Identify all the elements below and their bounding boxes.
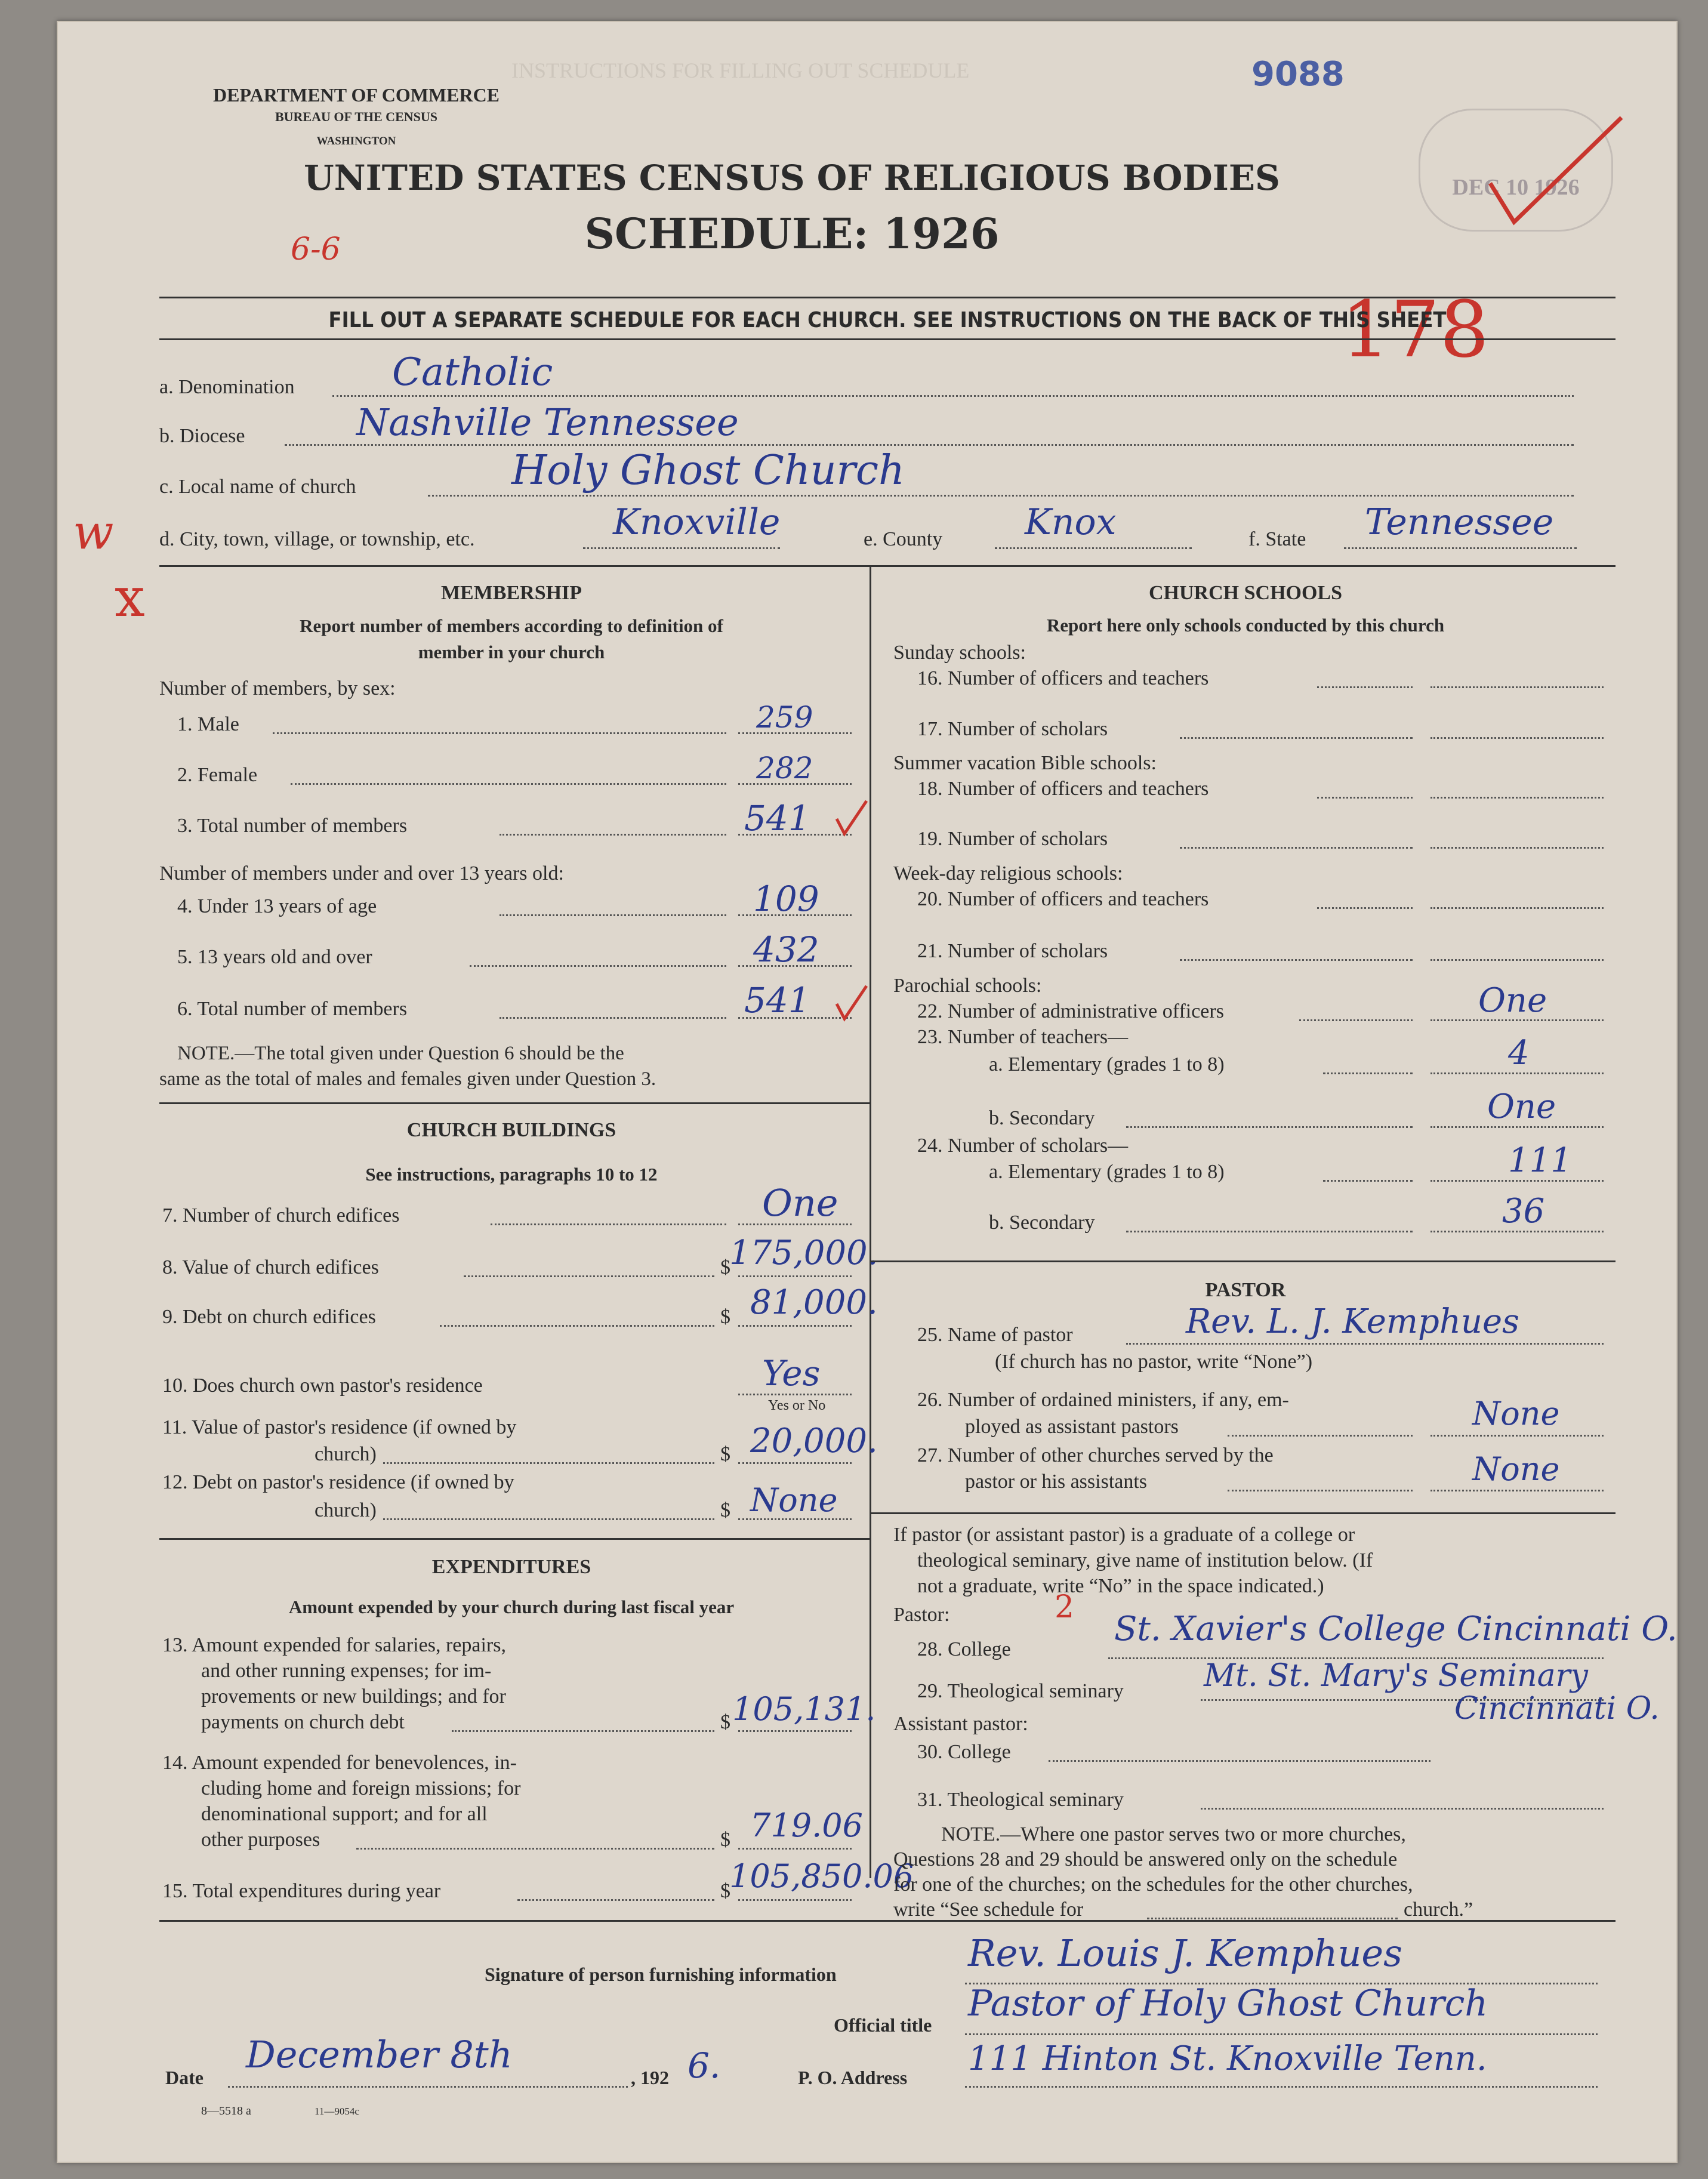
- q31-line[interactable]: [1201, 1808, 1604, 1810]
- q28-value[interactable]: St. Xavier's College Cincinnati O.: [1114, 1610, 1678, 1648]
- schools-heading: CHURCH SCHOOLS: [1149, 582, 1342, 604]
- q5-value[interactable]: 432: [753, 929, 819, 970]
- q9-leader: [440, 1325, 714, 1327]
- q27-value[interactable]: None: [1472, 1450, 1560, 1488]
- q19-line[interactable]: [1430, 847, 1604, 849]
- bureau-city: WASHINGTON: [316, 135, 396, 147]
- form-number-2: 11—9054c: [315, 2106, 359, 2117]
- members-by-sex-label: Number of members, by sex:: [159, 677, 396, 699]
- local-name-line: [428, 495, 1574, 497]
- red-x-annotation: x: [115, 566, 145, 629]
- q13-leader: [452, 1730, 714, 1732]
- red-number-annotation: 178: [1341, 284, 1490, 375]
- pastor-note-blank: [1147, 1918, 1398, 1919]
- stamped-number: 9088: [1251, 55, 1345, 94]
- diocese-line: [285, 444, 1574, 446]
- q14-line-c: denominational support; and for all: [201, 1803, 488, 1825]
- q21-leader: [1180, 959, 1413, 961]
- q30-line[interactable]: [1049, 1760, 1430, 1762]
- q11-label-a: 11. Value of pastor's residence (if owned by: [162, 1416, 517, 1438]
- q29-value-continued[interactable]: Cincinnati O.: [1454, 1691, 1660, 1727]
- year-value[interactable]: 6.: [687, 2045, 721, 2086]
- q24a-leader: [1323, 1180, 1413, 1182]
- q12-label-a: 12. Debt on pastor's residence (if owned by: [162, 1471, 514, 1493]
- q13-dollar: $: [720, 1711, 730, 1733]
- q2-value[interactable]: 282: [756, 751, 813, 785]
- q23a-label: a. Elementary (grades 1 to 8): [989, 1053, 1225, 1075]
- po-address-label: P. O. Address: [798, 2067, 908, 2088]
- city-label: d. City, town, village, or township, etc.: [159, 528, 475, 550]
- q13-line-c: provements or new buildings; and for: [201, 1685, 506, 1708]
- membership-heading: MEMBERSHIP: [440, 582, 582, 604]
- assistant-pastor-subheading: Assistant pastor:: [893, 1713, 1028, 1735]
- q2-label: 2. Female: [177, 764, 258, 786]
- q28-label: 28. College: [917, 1638, 1011, 1660]
- pastor-note-1: NOTE.—Where one pastor serves two or more churches,: [941, 1823, 1406, 1845]
- q18-label: 18. Number of officers and teachers: [917, 778, 1209, 800]
- q23a-line: [1430, 1072, 1604, 1074]
- section-rule: [159, 565, 1615, 567]
- schools-bottom-rule: [870, 1260, 1615, 1262]
- q15-leader: [517, 1899, 714, 1901]
- q15-label: 15. Total expenditures during year: [162, 1880, 441, 1902]
- q14-value[interactable]: 719.06: [750, 1807, 863, 1844]
- q24b-value[interactable]: 36: [1502, 1192, 1545, 1231]
- q1-leader: [273, 732, 726, 734]
- pastor-mid-rule: [870, 1512, 1615, 1514]
- q24-label: 24. Number of scholars—: [917, 1135, 1129, 1157]
- q9-line: [738, 1325, 852, 1327]
- q4-label: 4. Under 13 years of age: [177, 895, 377, 917]
- graduate-instruction-1: If pastor (or assistant pastor) is a graduate of a college or: [893, 1524, 1355, 1546]
- red-pastor-annotation: 2: [1055, 1589, 1075, 1625]
- form-title: UNITED STATES CENSUS OF RELIGIOUS BODIES: [304, 158, 1280, 198]
- q23b-value[interactable]: One: [1487, 1087, 1556, 1126]
- q8-dollar: $: [720, 1256, 730, 1278]
- bleed-through-heading: INSTRUCTIONS FOR FILLING OUT SCHEDULE: [511, 58, 970, 82]
- denomination-label: a. Denomination: [159, 376, 295, 398]
- q15-value[interactable]: 105,850.06: [729, 1857, 914, 1895]
- q10-line: [738, 1394, 852, 1395]
- q24b-label: b. Secondary: [989, 1212, 1095, 1234]
- weekday-schools-label: Week-day religious schools:: [893, 862, 1123, 884]
- q26-value[interactable]: None: [1472, 1395, 1560, 1432]
- q23b-line: [1430, 1126, 1604, 1128]
- form-subtitle: SCHEDULE: 1926: [584, 209, 1000, 258]
- po-address-value[interactable]: 111 Hinton St. Knoxville Tenn.: [968, 2039, 1487, 2078]
- graduate-instruction-2: theological seminary, give name of institution below. (If: [917, 1549, 1373, 1571]
- q23-label: 23. Number of teachers—: [917, 1026, 1129, 1048]
- q23a-leader: [1323, 1072, 1413, 1074]
- local-name-value[interactable]: Holy Ghost Church: [511, 447, 905, 494]
- q25-value[interactable]: Rev. L. J. Kemphues: [1186, 1302, 1519, 1341]
- q13-line-d: payments on church debt: [201, 1711, 405, 1733]
- q24a-line: [1430, 1180, 1604, 1182]
- form-number-1: 8—5518 a: [201, 2104, 251, 2118]
- members-by-age-label: Number of members under and over 13 years old:: [159, 862, 564, 884]
- q20-label: 20. Number of officers and teachers: [917, 888, 1209, 910]
- q9-label: 9. Debt on church edifices: [162, 1306, 376, 1328]
- q25-hint: (If church has no pastor, write “None”): [995, 1351, 1313, 1373]
- q3-value[interactable]: 541: [744, 798, 810, 839]
- pastor-subheading: Pastor:: [893, 1604, 950, 1626]
- q6-check-mark-icon: [834, 983, 870, 1025]
- q15-dollar: $: [720, 1880, 730, 1902]
- red-code-annotation: 6-6: [291, 232, 341, 267]
- q12-dollar: $: [720, 1499, 730, 1521]
- expenditures-intro: Amount expended by your church during last fiscal year: [288, 1597, 735, 1617]
- q17-line[interactable]: [1430, 737, 1604, 739]
- received-stamp-date: DEC 10 1926: [1452, 175, 1580, 200]
- q29-label: 29. Theological seminary: [917, 1680, 1124, 1702]
- q2-leader: [291, 783, 726, 785]
- column-divider: [870, 565, 871, 1878]
- q1-value[interactable]: 259: [756, 700, 813, 735]
- q11-dollar: $: [720, 1443, 730, 1465]
- q8-value[interactable]: 175,000.: [729, 1234, 878, 1272]
- pastor-note-2: Questions 28 and 29 should be answered only on the schedule: [893, 1848, 1398, 1870]
- q3-leader: [500, 834, 726, 836]
- summer-schools-label: Summer vacation Bible schools:: [893, 752, 1157, 774]
- q19-leader: [1180, 847, 1413, 849]
- q7-label: 7. Number of church edifices: [162, 1204, 400, 1226]
- po-address-line: [965, 2086, 1598, 2088]
- top-rule-1: [159, 297, 1615, 298]
- membership-bottom-rule: [159, 1102, 870, 1104]
- expenditures-heading: EXPENDITURES: [431, 1556, 591, 1578]
- footer-rule: [159, 1920, 1615, 1922]
- q8-line: [738, 1275, 852, 1277]
- q8-label: 8. Value of church edifices: [162, 1256, 379, 1278]
- buildings-intro: See instructions, paragraphs 10 to 12: [365, 1164, 658, 1185]
- date-label: Date: [165, 2067, 204, 2088]
- q10-value[interactable]: Yes: [762, 1353, 821, 1394]
- q16-label: 16. Number of officers and teachers: [917, 667, 1209, 689]
- official-title-label: Official title: [834, 2014, 932, 2036]
- denomination-value[interactable]: Catholic: [392, 350, 553, 394]
- membership-intro-2: member in your church: [418, 642, 605, 662]
- q17-label: 17. Number of scholars: [917, 718, 1108, 740]
- county-value[interactable]: Knox: [1025, 501, 1117, 543]
- q25-line: [1126, 1343, 1604, 1345]
- instruction-band: FILL OUT A SEPARATE SCHEDULE FOR EACH CHURCH. SEE INSTRUCTIONS ON THE BACK OF THIS SHEET: [328, 308, 1447, 332]
- q30-label: 30. College: [917, 1741, 1011, 1763]
- bureau-name: BUREAU OF THE CENSUS: [275, 109, 437, 124]
- red-check-mark-icon: [1484, 112, 1627, 231]
- q26-line: [1430, 1435, 1604, 1437]
- q21-label: 21. Number of scholars: [917, 940, 1108, 962]
- q15-line: [738, 1899, 852, 1901]
- q22-value[interactable]: One: [1478, 981, 1547, 1020]
- q26-leader: [1228, 1435, 1413, 1437]
- census-schedule-sheet: [57, 21, 1678, 2163]
- q4-value[interactable]: 109: [753, 879, 819, 919]
- q12-label-b: church): [315, 1499, 377, 1521]
- q11-leader: [383, 1462, 714, 1464]
- q12-leader: [383, 1518, 714, 1520]
- q22-label: 22. Number of administrative officers: [917, 1000, 1224, 1022]
- q13-line: [738, 1730, 852, 1732]
- q6-leader: [500, 1017, 726, 1019]
- q13-value[interactable]: 105,131.: [732, 1690, 876, 1728]
- state-label: f. State: [1248, 528, 1306, 550]
- q26-label-a: 26. Number of ordained ministers, if any, em-: [917, 1389, 1289, 1411]
- q27-label-a: 27. Number of other churches served by the: [917, 1444, 1274, 1466]
- pastor-note-5: church.”: [1404, 1898, 1473, 1921]
- q11-label-b: church): [315, 1443, 377, 1465]
- q6-value[interactable]: 541: [744, 980, 810, 1021]
- q23b-leader: [1126, 1126, 1413, 1128]
- q18-line[interactable]: [1430, 797, 1604, 799]
- q14-line-a: 14. Amount expended for benevolences, in-: [162, 1752, 517, 1774]
- diocese-label: b. Diocese: [159, 425, 245, 447]
- state-line: [1344, 547, 1577, 549]
- q27-leader: [1228, 1490, 1413, 1491]
- red-w-annotation: w: [73, 504, 114, 560]
- q16-leader: [1317, 686, 1413, 688]
- q24a-label: a. Elementary (grades 1 to 8): [989, 1161, 1225, 1183]
- signature-value[interactable]: Rev. Louis J. Kemphues: [968, 1931, 1402, 1975]
- department-name: DEPARTMENT OF COMMERCE: [212, 84, 500, 106]
- graduate-instruction-3: not a graduate, write “No” in the space indicated.): [917, 1575, 1324, 1597]
- q27-line: [1430, 1490, 1604, 1491]
- q22-leader: [1299, 1019, 1413, 1021]
- county-line: [995, 547, 1192, 549]
- q14-line-d: other purposes: [201, 1829, 320, 1851]
- q20-leader: [1317, 907, 1413, 909]
- membership-intro-1: Report number of members according to definition of: [300, 615, 723, 636]
- q14-dollar: $: [720, 1829, 730, 1851]
- state-value[interactable]: Tennessee: [1365, 501, 1554, 543]
- local-name-label: c. Local name of church: [159, 476, 356, 498]
- official-title-value[interactable]: Pastor of Holy Ghost Church: [968, 1983, 1488, 2024]
- q31-label: 31. Theological seminary: [917, 1789, 1124, 1811]
- year-prefix: , 192: [631, 2067, 669, 2088]
- q3-check-mark-icon: [834, 798, 870, 840]
- q20-line[interactable]: [1430, 907, 1604, 909]
- diocese-value[interactable]: Nashville Tennessee: [356, 400, 739, 444]
- q3-label: 3. Total number of members: [177, 815, 408, 837]
- q23a-value[interactable]: 4: [1508, 1034, 1530, 1072]
- q10-label: 10. Does church own pastor's residence: [162, 1374, 483, 1397]
- q13-line-a: 13. Amount expended for salaries, repairs,: [162, 1634, 506, 1656]
- q11-line: [738, 1462, 852, 1464]
- q11-value[interactable]: 20,000.: [750, 1422, 878, 1460]
- sunday-schools-label: Sunday schools:: [893, 642, 1026, 664]
- q24a-value[interactable]: 111: [1508, 1141, 1572, 1180]
- q16-line[interactable]: [1430, 686, 1604, 688]
- q7-value[interactable]: One: [762, 1181, 838, 1225]
- q9-value[interactable]: 81,000.: [750, 1283, 878, 1322]
- q14-line: [738, 1848, 852, 1850]
- q29-value[interactable]: Mt. St. Mary's Seminary: [1204, 1658, 1588, 1694]
- q5-label: 5. 13 years old and over: [177, 946, 372, 968]
- q25-label: 25. Name of pastor: [917, 1324, 1073, 1346]
- q6-label: 6. Total number of members: [177, 998, 408, 1020]
- q8-leader: [464, 1275, 714, 1277]
- parochial-schools-label: Parochial schools:: [893, 975, 1042, 997]
- pastor-note-3: for one of the churches; on the schedules for the other churches,: [893, 1873, 1413, 1896]
- q14-line-b: cluding home and foreign missions; for: [201, 1777, 521, 1799]
- county-label: e. County: [864, 528, 943, 550]
- q4-leader: [500, 914, 726, 916]
- q18-leader: [1317, 797, 1413, 799]
- official-title-line: [965, 2033, 1598, 2035]
- q19-label: 19. Number of scholars: [917, 828, 1108, 850]
- q26-label-b: ployed as assistant pastors: [965, 1416, 1179, 1438]
- q9-dollar: $: [720, 1306, 730, 1328]
- q13-line-b: and other running expenses; for im-: [201, 1660, 492, 1682]
- date-line: [228, 2086, 628, 2088]
- q10-hint: Yes or No: [768, 1398, 826, 1413]
- q1-label: 1. Male: [177, 713, 239, 735]
- membership-note-2: same as the total of males and females given under Question 3.: [159, 1068, 656, 1090]
- top-rule-2: [159, 338, 1615, 340]
- pastor-heading: PASTOR: [1205, 1279, 1286, 1301]
- q21-line[interactable]: [1430, 959, 1604, 961]
- denomination-line: [332, 395, 1574, 397]
- q12-value[interactable]: None: [750, 1481, 838, 1519]
- buildings-heading: CHURCH BUILDINGS: [406, 1119, 616, 1141]
- q17-leader: [1180, 737, 1413, 739]
- schools-intro: Report here only schools conducted by this church: [1046, 615, 1445, 636]
- q14-leader: [356, 1848, 714, 1850]
- date-value[interactable]: December 8th: [246, 2033, 513, 2076]
- signature-label: Signature of person furnishing information: [485, 1964, 837, 1985]
- q23b-label: b. Secondary: [989, 1107, 1095, 1129]
- membership-note-1: NOTE.—The total given under Question 6 should be the: [177, 1043, 624, 1064]
- q24b-line: [1430, 1231, 1604, 1232]
- pastor-note-4: write “See schedule for: [893, 1898, 1084, 1921]
- q24b-leader: [1126, 1231, 1413, 1232]
- q27-label-b: pastor or his assistants: [965, 1471, 1148, 1493]
- city-value[interactable]: Knoxville: [613, 501, 781, 543]
- q5-leader: [470, 965, 726, 967]
- city-line: [583, 547, 780, 549]
- buildings-bottom-rule: [159, 1538, 870, 1540]
- q7-leader: [491, 1223, 726, 1225]
